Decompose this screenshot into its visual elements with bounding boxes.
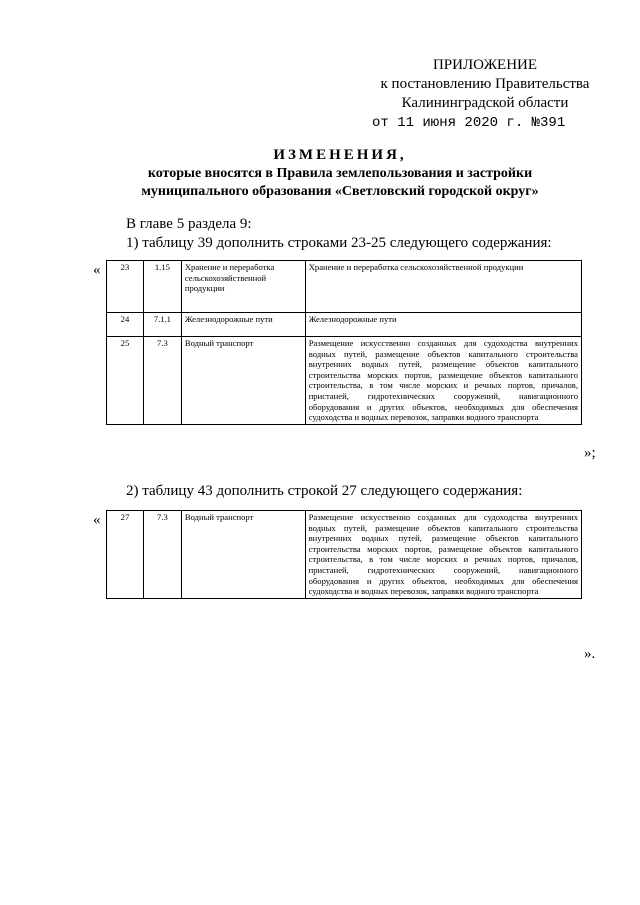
- appendix-date-line: от 11 июня 2020 г. №391: [372, 115, 566, 131]
- row-description: Железнодорожные пути: [305, 313, 581, 337]
- table1-row: [107, 337, 582, 425]
- table2-row: [107, 511, 582, 599]
- appendix-header: [370, 56, 600, 133]
- table2-close-quote: ».: [584, 646, 596, 662]
- row-name: Хранение и переработка сельскохозяйственной продукции: [181, 261, 305, 313]
- row-code: 1.15: [143, 261, 181, 313]
- row-code: 7.1.1: [143, 313, 181, 337]
- item-1-text: 1) таблицу 39 дополнить строками 23-25 следующего содержания:: [126, 235, 552, 251]
- row-name: Железнодорожные пути: [181, 313, 305, 337]
- table1-close-quote: »;: [584, 445, 596, 461]
- intro-text: [126, 215, 552, 253]
- document-title: [100, 146, 580, 201]
- row-description: Размещение искусственно созданных для судоходства внутренних водных путей, размещение объектов капитального строительства внутренних водных путей, размещение объектов капитального строительства морских портов, размещение объектов капитального строительства, в том числе морских и речных портов, причалов, пристаней, гидротехнических сооружений, навигационного оборудования и других объектов, необходимых для обеспечения судоходства и водных перевозок, заправки водного транспорта: [305, 511, 581, 599]
- table1: [106, 260, 582, 425]
- table1-row: [107, 313, 582, 337]
- row-number: 23: [107, 261, 144, 313]
- table1-open-quote: «: [93, 262, 101, 278]
- title-line-2: которые вносятся в Правила землепользования и застройки: [147, 166, 533, 181]
- row-description: Хранение и переработка сельскохозяйственной продукции: [305, 261, 581, 313]
- row-number: 25: [107, 337, 144, 425]
- table2-open-quote: «: [93, 512, 101, 528]
- row-name: Водный транспорт: [181, 511, 305, 599]
- appendix-resolution-line: к постановлению Правительства: [380, 76, 590, 92]
- row-code: 7.3: [143, 337, 181, 425]
- appendix-title: ПРИЛОЖЕНИЕ: [432, 57, 538, 73]
- table2: [106, 510, 582, 599]
- chapter-reference: В главе 5 раздела 9:: [126, 216, 252, 232]
- table1-row: [107, 261, 582, 313]
- title-heading: ИЗМЕНЕНИЯ,: [273, 147, 407, 163]
- row-number: 27: [107, 511, 144, 599]
- row-description: Размещение искусственно созданных для судоходства внутренних водных путей, размещение объектов капитального строительства внутренних водных путей, размещение объектов капитального строительства морских портов, размещение объектов капитального строительства, в том числе морских и речных портов, причалов, пристаней, гидротехнических сооружений, навигационного оборудования и других объектов, необходимых для обеспечения судоходства и водных перевозок, заправки водного транспорта: [305, 337, 581, 425]
- row-name: Водный транспорт: [181, 337, 305, 425]
- row-number: 24: [107, 313, 144, 337]
- row-code: 7.3: [143, 511, 181, 599]
- item-2-text: 2) таблицу 43 дополнить строкой 27 следующего содержания:: [126, 483, 523, 499]
- title-line-3: муниципального образования «Светловский городской округ»: [141, 184, 539, 199]
- appendix-region-line: Калининградской области: [401, 95, 569, 111]
